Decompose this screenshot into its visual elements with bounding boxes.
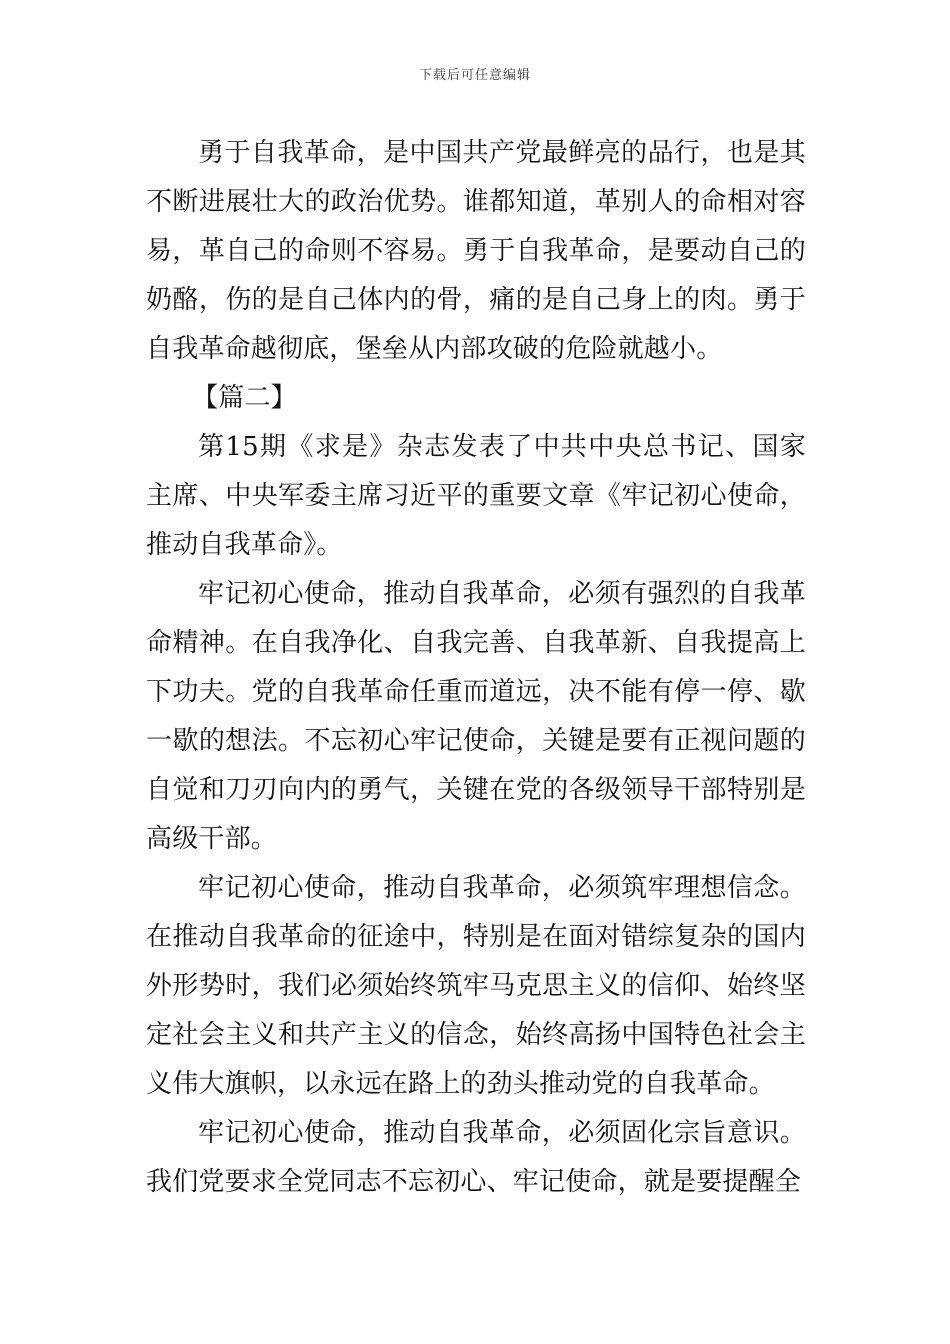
paragraph-qiushi-article: 第15期《求是》杂志发表了中共中央总书记、国家主席、中央军委主席习近平的重要文章《牢记初心使命，推动自我革命》。 <box>146 432 806 560</box>
paragraph-self-revolution: 勇于自我革命，是中国共产党最鲜亮的品行，也是其不断进展壮大的政治优势。谁都知道，革别人的命相对容易，革自己的命则不容易。勇于自我革命，是要动自己的奶酪，伤的是自己体内的骨，痛的是自己身上的肉。勇于自我革命越彻底，堡垒从内部攻破的危险就越小。 <box>146 138 806 364</box>
document-body <box>146 129 806 1207</box>
paragraph-revolution-spirit: 牢记初心使命，推动自我革命，必须有强烈的自我革命精神。在自我净化、自我完善、自我革新、自我提高上下功夫。党的自我革命任重而道远，决不能有停一停、歇一歇的想法。不忘初心牢记使命，关键是要有正视问题的自觉和刀刃向内的勇气，关键在党的各级领导干部特别是高级干部。 <box>146 579 806 854</box>
page-header-note: 下载后可任意编辑 <box>418 68 531 83</box>
paragraph-ideals-belief: 牢记初心使命，推动自我革命，必须筑牢理想信念。在推动自我革命的征途中，特别是在面对错综复杂的国内外形势时，我们必须始终筑牢马克思主义的信仰、始终坚定社会主义和共产主义的信念，始终高扬中国特色社会主义伟大旗帜，以永远在路上的劲头推动党的自我革命。 <box>146 873 806 1099</box>
section-heading-part-two: 【篇二】 <box>192 383 297 413</box>
paragraph-purpose-awareness: 牢记初心使命，推动自我革命，必须固化宗旨意识。我们党要求全党同志不忘初心、牢记使命，就是要提醒全 <box>146 1118 806 1197</box>
